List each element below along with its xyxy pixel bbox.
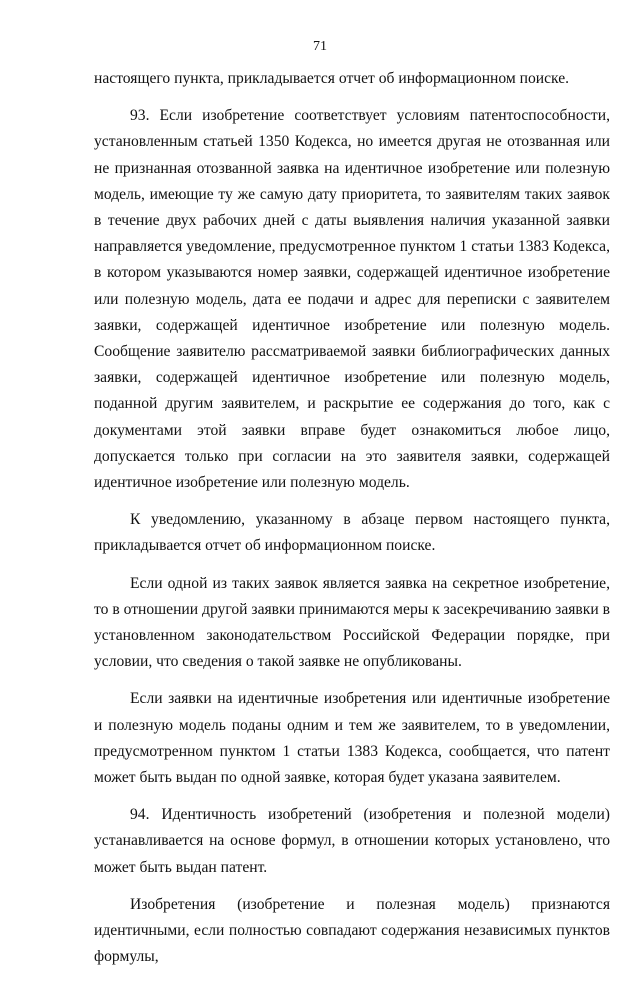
- paragraph-notification-attachment: К уведомлению, указанному в абзаце первом настоящего пункта, прикладывается отчет об информационном поиске.: [94, 511, 610, 555]
- page-number: 71: [313, 39, 327, 54]
- paragraph-secret-invention: Если одной из таких заявок является заявка на секретное изобретение, то в отношении другой заявки принимаются меры к засекречиванию заявки в установленном законодательством Российской Федерации порядке, при условии, что сведения о такой заявке не опубликованы.: [94, 574, 610, 671]
- paragraph-continuation: настоящего пункта, прикладывается отчет об информационном поиске.: [94, 70, 570, 87]
- paragraph-identical-inventions: Изобретения (изобретение и полезная модель) признаются идентичными, если полностью совпадают содержания независимых пунктов формулы,: [94, 895, 610, 966]
- document-body: [94, 66, 610, 982]
- paragraph-section-94: 94. Идентичность изобретений (изобретения и полезной модели) устанавливается на основе формул, в отношении которых установлено, что может быть выдан патент.: [94, 806, 610, 876]
- paragraph-section-93: 93. Если изобретение соответствует условиям патентоспособности, установленным статьей 1350 Кодекса, но имеется другая не отозванная или не признанная отозванной заявка на идентичное изобретение или полезную модель, имеющие ту же самую дату приоритета, то заявителям таких заявок в течение двух рабочих дней с даты выявления наличия указанной заявки направляется уведомление, предусмотренное пунктом 1 статьи 1383 Кодекса, в котором указываются номер заявки, содержащей идентичное изобретение или полезную модель, дата ее подачи и адрес для переписки с заявителем заявки, содержащей идентичное изобретение или полезную модель. Сообщение заявителю рассматриваемой заявки библиографических данных заявки, содержащей идентичное изобретение или полезную модель, поданной другим заявителем, и раскрытие ее содержания до того, как с документами этой заявки вправе будет ознакомиться любое лицо, допускается только при согласии на это заявителя заявки, содержащей идентичное изобретение или полезную модель.: [94, 107, 610, 492]
- paragraph-same-applicant: Если заявки на идентичные изобретения или идентичные изобретение и полезную модель поданы одним и тем же заявителем, то в уведомлении, предусмотренном пунктом 1 статьи 1383 Кодекса, сообщается, что патент может быть выдан по одной заявке, которая будет указана заявителем.: [94, 690, 610, 787]
